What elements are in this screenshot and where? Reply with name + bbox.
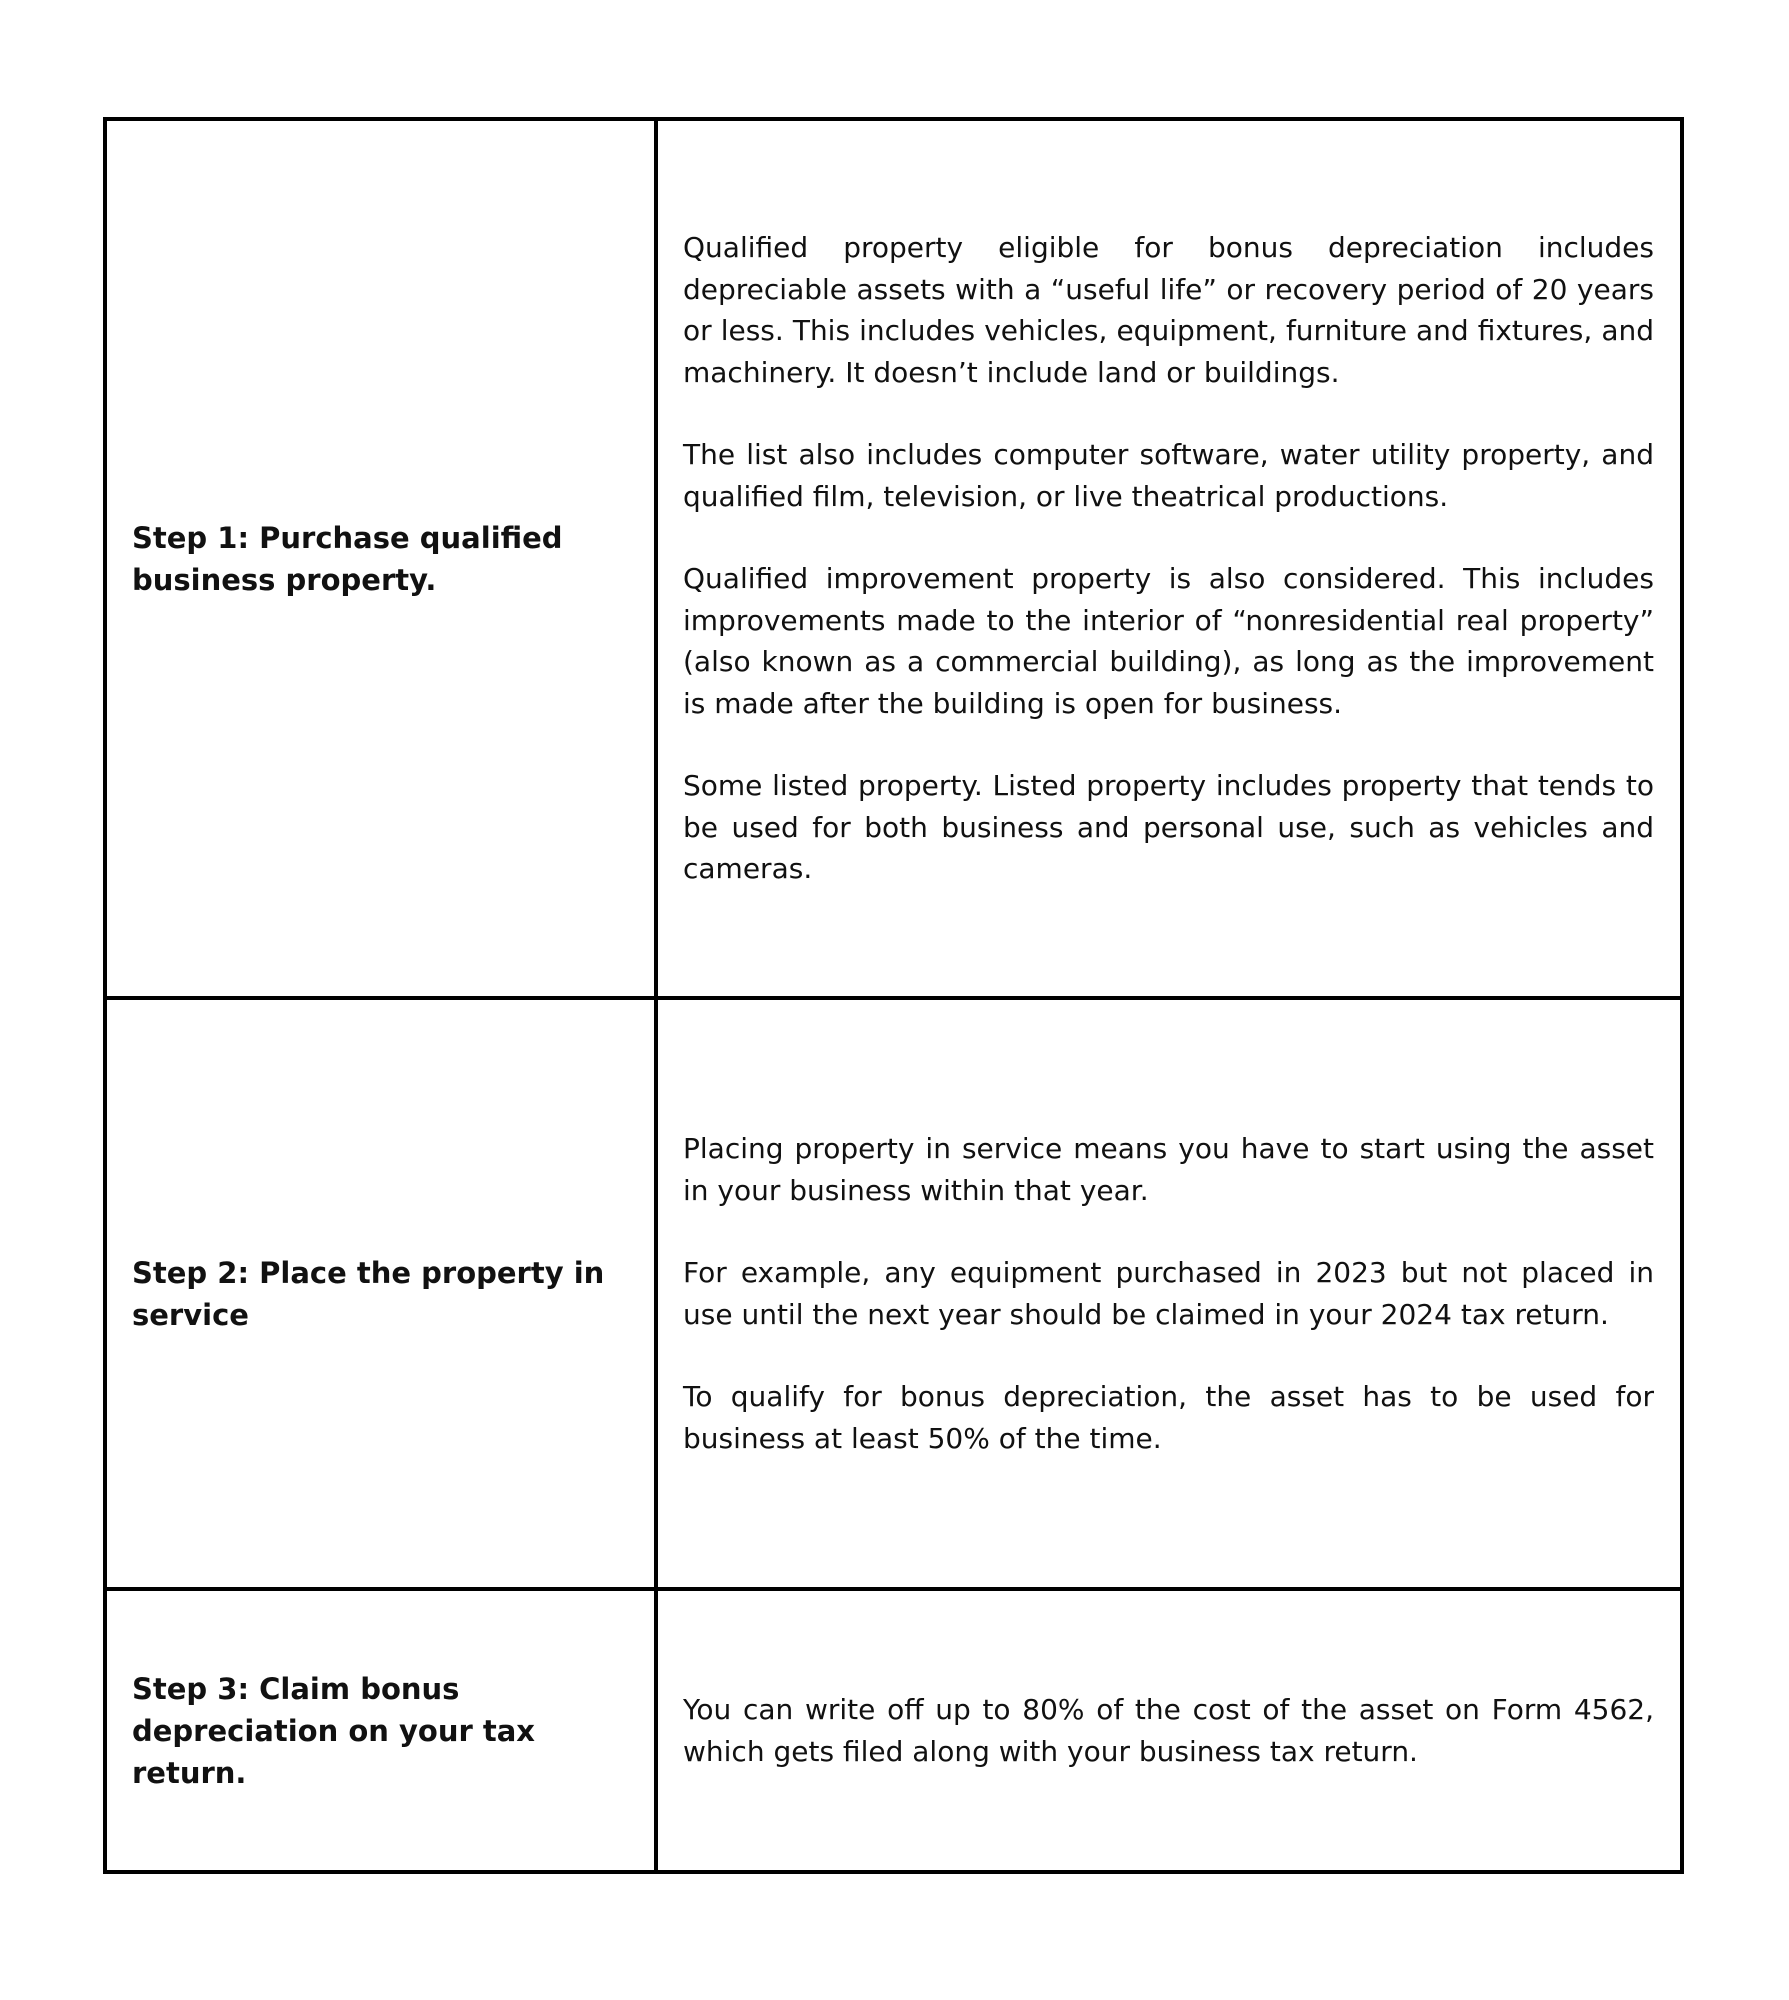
step-2-title: Step 2: Place the property in service <box>132 1255 605 1332</box>
step-1-paragraph-1: Qualified property eligible for bonus depreciation includes depreciable assets with a “useful life” or recovery period of 20 years or less. This includes vehicles, equipment, furniture and fixtures, and machinery. It doesn’t include land or buildings. <box>683 231 1654 389</box>
step-1-paragraph-2: The list also includes computer software, water utility property, and qualified film, television, or live theatrical productions. <box>683 438 1654 513</box>
table-row-step-2 <box>105 998 1682 1589</box>
step-1-description <box>658 227 1680 890</box>
bonus-depreciation-steps-table <box>103 117 1684 1874</box>
table-row-step-3 <box>105 1589 1682 1872</box>
step-3-title: Step 3: Claim bonus depreciation on your tax return. <box>132 1671 535 1790</box>
step-2-description-cell <box>656 998 1682 1589</box>
step-2-paragraph-3: To qualify for bonus depreciation, the asset has to be used for business at least 50% of the time. <box>683 1380 1654 1455</box>
step-3-paragraph-1: You can write off up to 80% of the cost of the asset on Form 4562, which gets filed along with your business tax return. <box>683 1693 1654 1768</box>
step-1-title-cell <box>105 119 656 998</box>
table-row-step-1 <box>105 119 1682 998</box>
step-1-paragraph-3: Qualified improvement property is also considered. This includes improvements made to the interior of “nonresidential real property” (also known as a commercial building), as long as the improvement is made after the building is open for business. <box>683 562 1654 720</box>
step-2-paragraph-2: For example, any equipment purchased in 2023 but not placed in use until the next year should be claimed in your 2024 tax return. <box>683 1256 1654 1331</box>
step-1-description-cell <box>656 119 1682 998</box>
step-3-title-cell <box>105 1589 656 1872</box>
step-2-paragraph-1: Placing property in service means you have to start using the asset in your business within that year. <box>683 1132 1654 1207</box>
step-1-title: Step 1: Purchase qualified business property. <box>132 520 563 597</box>
step-1-paragraph-4: Some listed property. Listed property includes property that tends to be used for both business and personal use, such as vehicles and cameras. <box>683 769 1654 886</box>
step-3-description <box>658 1689 1680 1772</box>
step-2-description <box>658 1128 1680 1459</box>
step-3-description-cell <box>656 1589 1682 1872</box>
step-2-title-cell <box>105 998 656 1589</box>
